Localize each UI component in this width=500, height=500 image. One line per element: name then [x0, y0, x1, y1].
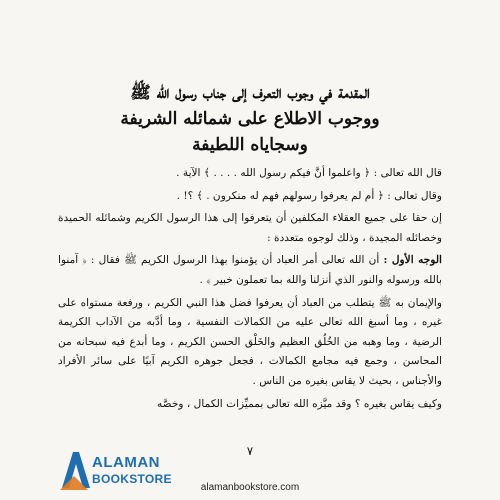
quran-quote-2: وقال تعالى : ﴿ أم لم يعرفوا رسولهم فهم له منكرون . ﴾ ؟! . — [176, 189, 442, 202]
first-aspect-paragraph — [58, 251, 442, 290]
page-content — [58, 80, 442, 414]
title-line-1: المقدمة في وجوب التعرف إلى جناب رسول الله ﷺ — [130, 83, 370, 103]
chapter-title — [58, 80, 442, 158]
quran-quote-1: قال الله تعالى : ﴿ واعلموا أنَّ فيكم رسول الله . . . . ﴾ الآية . — [176, 167, 442, 179]
first-aspect-label: الوجه الأول : — [383, 254, 442, 267]
title-line-3: وسجاياه اللطيفة — [192, 135, 308, 155]
faith-paragraph: والإيمان به ﷺ يتطلب من العباد أن يعرفوا فضل هذا النبي الكريم ، ورفعة مستواه على غيره ، وما أسبغ الله تعالى عليه من الكمالات النفسية ، وما أدَّبه من الآداب الكريمة الرضية ، وما وهبه من الخُلُق العظيم والخَلْق الحسن الكريم ، وما أبدع فيه سبحانه من المحاسن ، وجمع فيه مجامع الكمالات ، فجعل جوهره الكريم آبيًا على سائر الأفراد والأجناس ، بحيث لا يقاس بغيره من الناس . — [58, 296, 442, 387]
first-aspect-text: أن الله تعالى أمر العباد أن يؤمنوا بهذا الرسول الكريم ﷺ فقال : ﴿ آمنوا بالله ورسوله والنور الذي أنزلنا والله بما تعملون خبير ﴾ . — [58, 254, 442, 286]
logo-subtitle: BOOKSTORE — [92, 472, 172, 486]
last-paragraph: وكيف يقاس بغيره ؟ وقد ميَّزه الله تعالى بمميِّزات الكمال ، وخصَّه — [157, 397, 442, 410]
page-number: ٧ — [246, 444, 254, 458]
title-line-2: ووجوب الاطلاع على شمائله الشريفة — [120, 109, 380, 129]
logo-title: ALAMAN — [92, 454, 160, 471]
watermark-url: alamanbookstore.com — [200, 482, 300, 493]
intro-paragraph: إن حقا على جميع العقلاء المكلفين أن يتعرفوا إلى هذا الرسول الكريم وشمائله الحميدة وخصائله المجيدة ، وذلك لوجوه متعددة : — [58, 212, 442, 244]
